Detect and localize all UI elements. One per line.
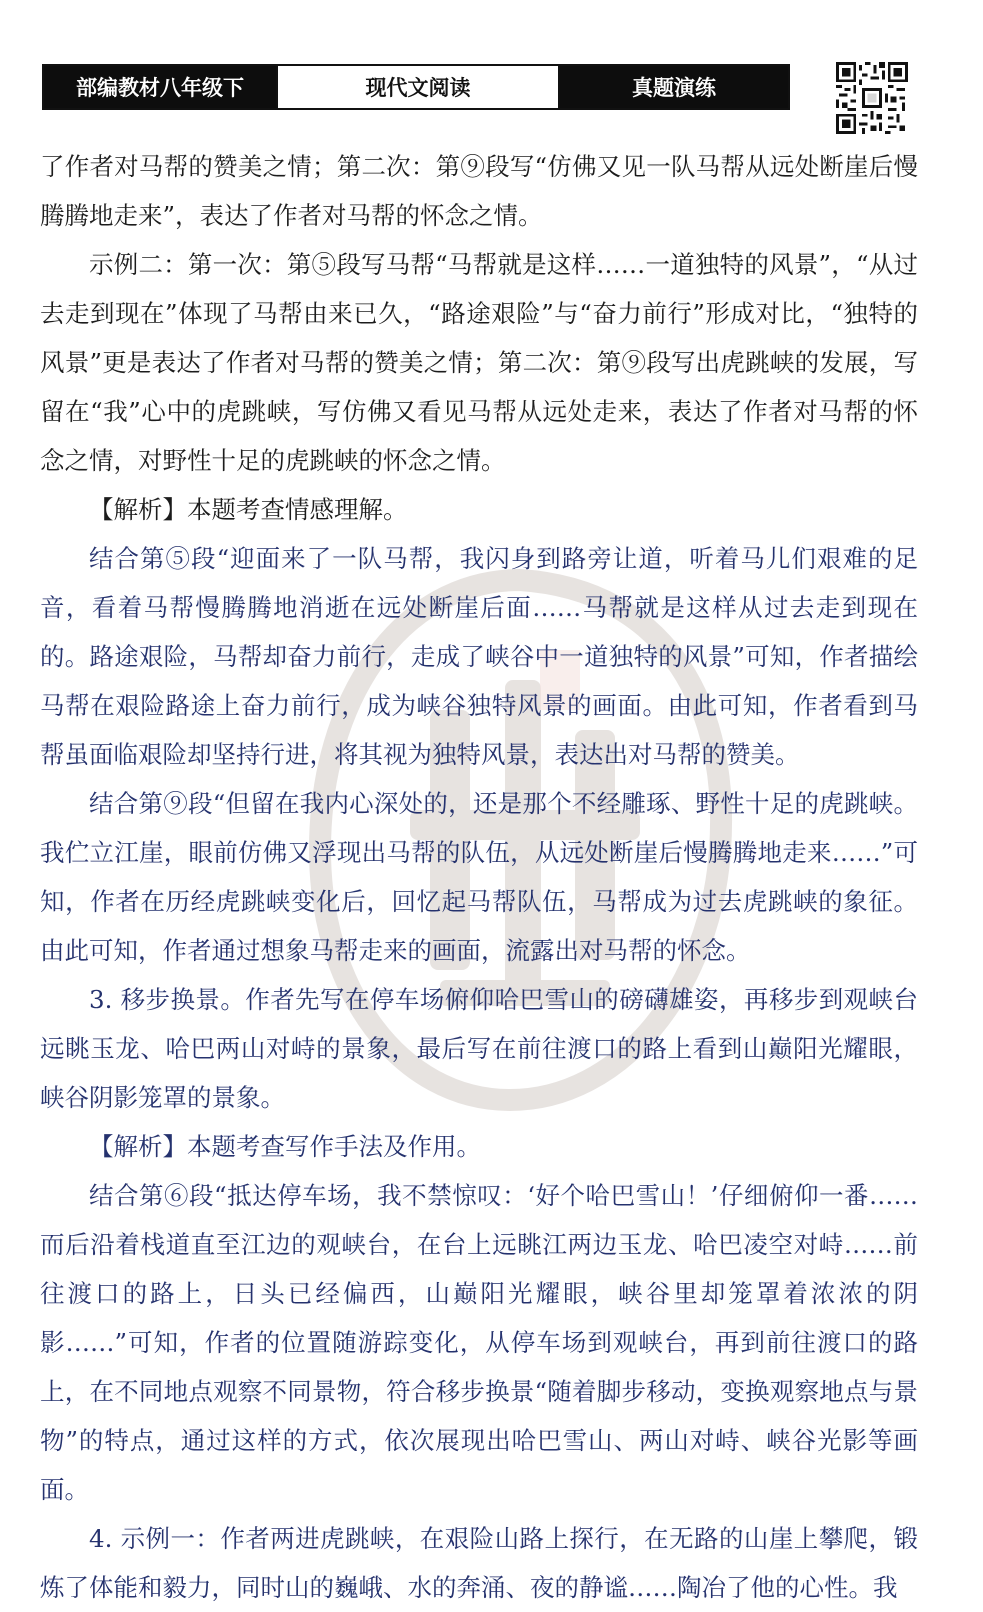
header-bar — [42, 64, 790, 110]
paragraph-example-two: 示例二：第一次：第⑤段写马帮“马帮就是这样……一道独特的风景”，“从过去走到现在”体现了马帮由来已久，“路途艰险”与“奋力前行”形成对比，“独特的风景”更是表达了作者对马帮的赞美之情；第二次：第⑨段写出虎跳峡的发展，写留在“我”心中的虎跳峡，写仿佛又看见马帮从远处走来，表达了作者对马帮的怀念之情，对野性十足的虎跳峡的怀念之情。 — [40, 250, 918, 475]
paragraph-analysis-heading-2: 【解析】本题考查写作手法及作用。 — [89, 1132, 481, 1161]
paragraph-answer-4: 4. 示例一：作者两进虎跳峡，在艰险山路上探行，在无路的山崖上攀爬，锻炼了体能和毅力，同时山的巍峨、水的奔涌、夜的静谧……陶冶了他的心性。我 — [40, 1524, 918, 1602]
paragraph-analysis-heading: 【解析】本题考查情感理解。 — [89, 495, 408, 524]
paragraph-answer-3: 3. 移步换景。作者先写在停车场俯仰哈巴雪山的磅礴雄姿，再移步到观峡台远眺玉龙、哈巴两山对峙的景象，最后写在前往渡口的路上看到山巅阳光耀眼，峡谷阴影笼罩的景象。 — [40, 985, 918, 1112]
paragraph-analysis-section-6: 结合第⑥段“抵达停车场，我不禁惊叹：‘好个哈巴雪山！’仔细俯仰一番……而后沿着栈道直至江边的观峡台，在台上远眺江两边玉龙、哈巴凌空对峙……前往渡口的路上，日头已经偏西，山巅阳光耀眼，峡谷里却笼罩着浓浓的阴影……”可知，作者的位置随游踪变化，从停车场到观峡台，再到前往渡口的路上，在不同地点观察不同景物，符合移步换景“随着脚步移动，变换观察地点与景物”的特点，通过这样的方式，依次展现出哈巴雪山、两山对峙、峡谷光影等画面。 — [40, 1181, 918, 1504]
answer-text-body — [40, 142, 918, 1612]
qr-code-icon — [836, 62, 908, 134]
paragraph-analysis-section-9: 结合第⑨段“但留在我内心深处的，还是那个不经雕琢、野性十足的虎跳峡。我伫立江崖，眼前仿佛又浮现出马帮的队伍，从远处断崖后慢腾腾地走来……”可知，作者在历经虎跳峡变化后，回忆起马帮队伍，马帮成为过去虎跳峡的象征。由此可知，作者通过想象马帮走来的画面，流露出对马帮的怀念。 — [40, 789, 918, 965]
header-textbook-label: 部编教材八年级下 — [44, 66, 276, 108]
paragraph-analysis-section-5: 结合第⑤段“迎面来了一队马帮，我闪身到路旁让道，听着马儿们艰难的足音，看着马帮慢腾腾地消逝在远处断崖后面……马帮就是这样从过去走到现在的。路途艰险，马帮却奋力前行，走成了峡谷中一道独特的风景”可知，作者描绘马帮在艰险路途上奋力前行，成为峡谷独特风景的画面。由此可知，作者看到马帮虽面临艰险却坚持行进，将其视为独特风景，表达出对马帮的赞美。 — [40, 544, 918, 769]
header-practice-label: 真题演练 — [560, 66, 788, 108]
header-section-title: 现代文阅读 — [276, 66, 560, 108]
paragraph-answer-continuation: 了作者对马帮的赞美之情；第二次：第⑨段写“仿佛又见一队马帮从远处断崖后慢腾腾地走来”，表达了作者对马帮的怀念之情。 — [40, 152, 918, 230]
